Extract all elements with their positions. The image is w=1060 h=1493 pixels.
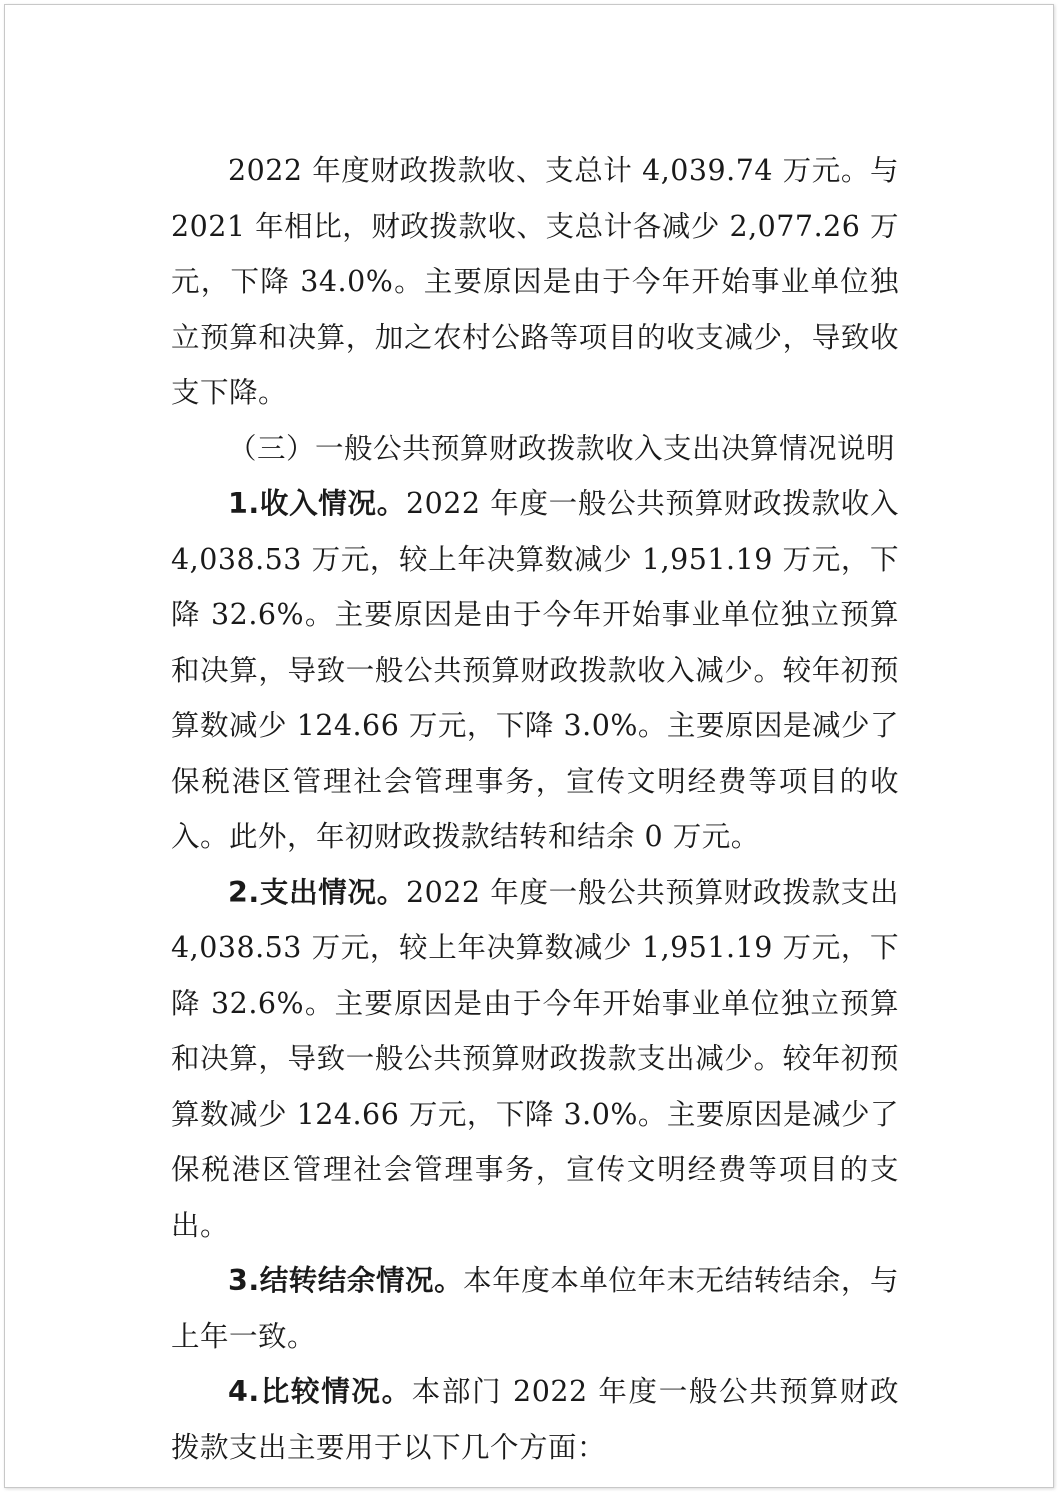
paragraph-income [171,476,899,865]
paragraph-text: 2022 年度一般公共预算财政拨款收入 4,038.53 万元，较上年决算数减少 1,951.19 万元，下降 32.6%。主要原因是由于今年开始事业单位独立预算和决算，导致一般公共预算财政拨款收入减少。较年初预算数减少 124.66 万元，下降 3.0%。主要原因是减少了保税港区管理社会管理事务，宣传文明经费等项目的收入。此外，年初财政拨款结转和结余 0 万元。 [171,487,899,853]
section-heading-text: （三）一般公共预算财政拨款收入支出决算情况说明 [228,431,896,465]
paragraph-text: 本年度本单位年末无结转结余，与上年一致。 [171,1264,899,1353]
page [4,4,1054,1488]
document-body [171,143,899,1475]
section-heading [171,421,899,477]
paragraph-carryover [171,1253,899,1364]
paragraph-lead: 2.支出情况。 [228,875,406,909]
paragraph-lead: 4.比较情况。 [228,1375,412,1408]
paragraph-text: 本部门 2022 年度一般公共预算财政拨款支出主要用于以下几个方面： [171,1375,899,1464]
paragraph-text: 2022 年度财政拨款收、支总计 4,039.74 万元。与 2021 年相比，财政拨款收、支总计各减少 2,077.26 万元，下降 34.0%。主要原因是由于今年开始事业单位独立预算和决算，加之农村公路等项目的收支减少，导致收支下降。 [171,154,899,409]
paragraph-lead: 3.结转结余情况。 [228,1264,464,1297]
paragraph-text: 2022 年度一般公共预算财政拨款支出 4,038.53 万元，较上年决算数减少 1,951.19 万元，下降 32.6%。主要原因是由于今年开始事业单位独立预算和决算，导致一般公共预算财政拨款支出减少。较年初预算数减少 124.66 万元，下降 3.0%。主要原因是减少了保税港区管理社会管理事务，宣传文明经费等项目的支出。 [171,875,899,1242]
paragraph-comparison [171,1364,899,1475]
paragraph-fiscal-total [171,143,899,421]
paragraph-lead: 1.收入情况。 [228,487,406,520]
paragraph-expenditure [171,865,899,1254]
